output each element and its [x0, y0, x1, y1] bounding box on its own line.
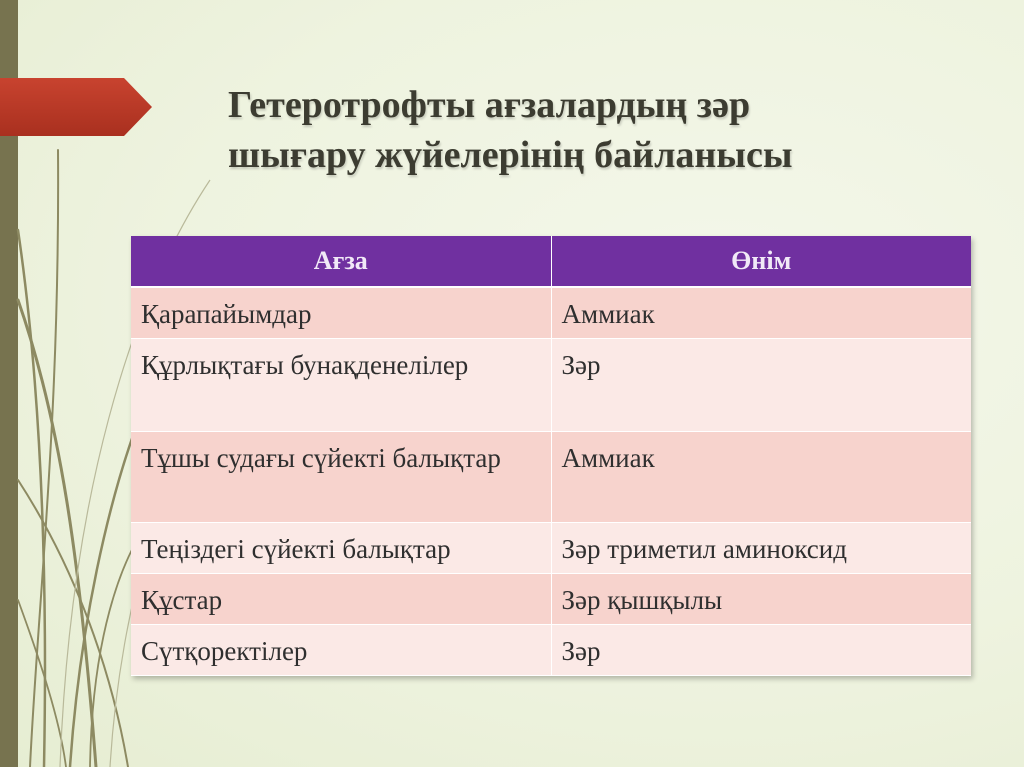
table-row — [131, 625, 971, 676]
cell-product: Зәр — [551, 625, 971, 676]
title-arrow-banner — [0, 78, 152, 136]
cell-organism: Құстар — [131, 574, 551, 625]
cell-organism: Тұшы судағы сүйекті балықтар — [131, 432, 551, 523]
organism-product-table — [131, 236, 971, 676]
cell-product: Аммиак — [551, 287, 971, 339]
cell-product: Зәр қышқылы — [551, 574, 971, 625]
cell-organism: Қарапайымдар — [131, 287, 551, 339]
title-line-1: Гетеротрофты ағзалардың зәр — [228, 84, 751, 126]
cell-product: Зәр — [551, 339, 971, 432]
table-row — [131, 287, 971, 339]
title-line-2: шығару жүйелерінің байланысы — [228, 134, 793, 176]
table-row — [131, 339, 971, 432]
table-row — [131, 432, 971, 523]
table-row — [131, 574, 971, 625]
cell-organism: Сүтқоректілер — [131, 625, 551, 676]
header-product: Өнім — [551, 236, 971, 287]
table-header-row — [131, 236, 971, 287]
cell-product: Зәр триметил аминоксид — [551, 523, 971, 574]
table-row — [131, 523, 971, 574]
cell-organism: Теңіздегі сүйекті балықтар — [131, 523, 551, 574]
cell-product: Аммиак — [551, 432, 971, 523]
cell-organism: Құрлықтағы бунақденелілер — [131, 339, 551, 432]
header-organism: Ағза — [131, 236, 551, 287]
slide-title — [228, 80, 988, 180]
